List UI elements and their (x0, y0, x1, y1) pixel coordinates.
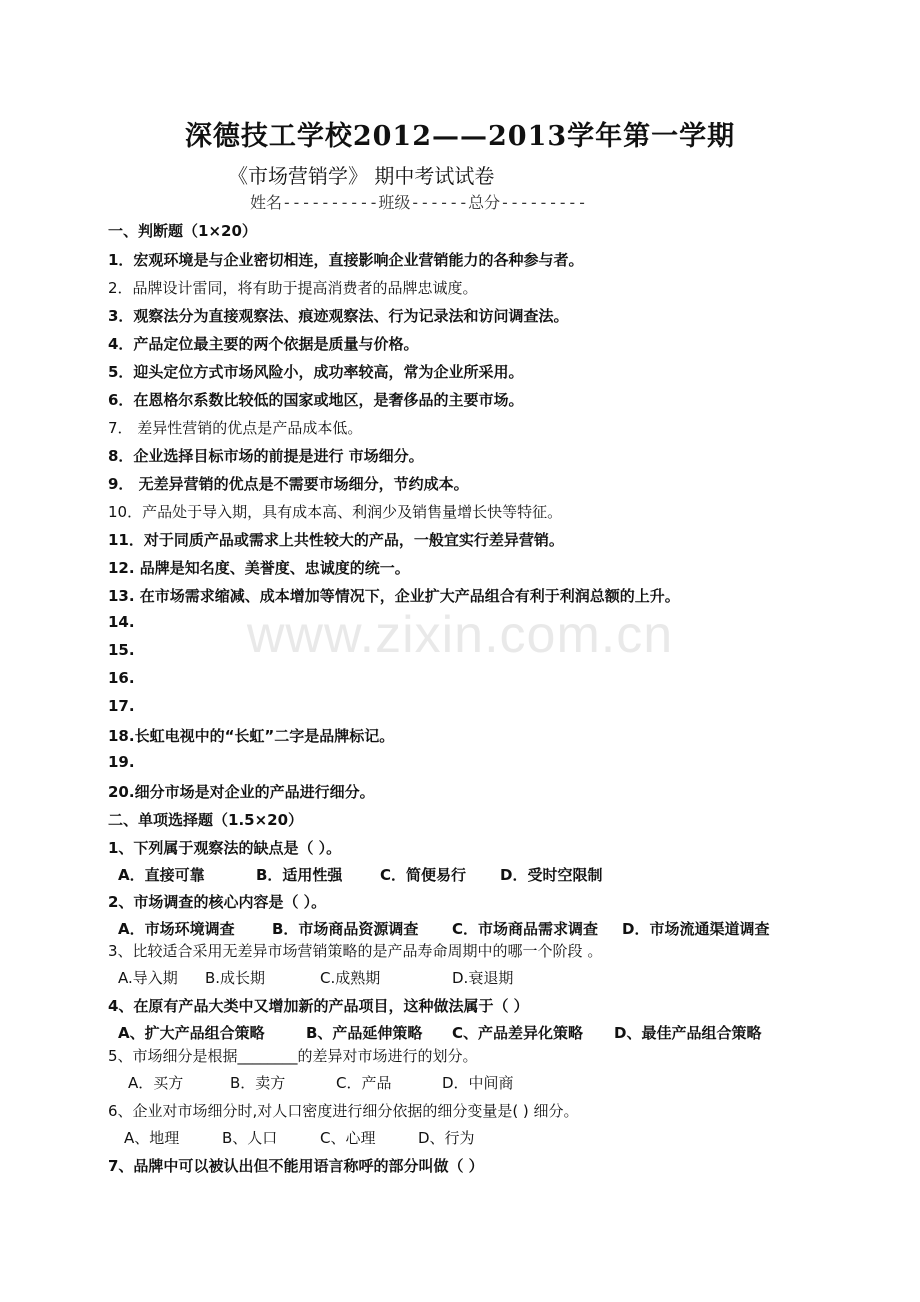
mc-q3-option-d: D.衰退期 (452, 969, 514, 987)
tf-item-11: 11．对于同质产品或需求上共性较大的产品，一般宜实行差异营销。 (108, 531, 564, 549)
mc-q6-option-a: A、地理 (124, 1129, 180, 1147)
tf-item-20: 20.细分市场是对企业的产品进行细分。 (108, 783, 375, 801)
section2-heading: 二、单项选择题（1.5×20） (108, 811, 304, 829)
mc-q6-option-d: D、行为 (418, 1129, 475, 1147)
mc-q5-option-c: C．产品 (336, 1074, 392, 1092)
tf-item-16: 16. (108, 669, 135, 687)
mc-q3-option-b: B.成长期 (205, 969, 266, 987)
mc-q4-option-c: C、产品差异化策略 (452, 1024, 584, 1042)
mc-q5-option-b: B．卖方 (230, 1074, 286, 1092)
tf-item-12: 12. 品牌是知名度、美誉度、忠诚度的统一。 (108, 559, 410, 577)
mc-q2-option-a: A．市场环境调查 (118, 920, 235, 938)
tf-item-1: 1．宏观环境是与企业密切相连，直接影响企业营销能力的各种参与者。 (108, 251, 584, 269)
mc-q5-option-a: A．买方 (128, 1074, 184, 1092)
page-title: 深德技工学校2012——2013学年第一学期 (184, 121, 736, 152)
mc-question-5: 5、市场细分是根据________的差异对市场进行的划分。 (108, 1047, 478, 1065)
tf-item-6: 6．在恩格尔系数比较低的国家或地区，是奢侈品的主要市场。 (108, 391, 524, 409)
mc-question-2: 2、市场调查的核心内容是（ ）。 (108, 893, 327, 911)
mc-question-3: 3、比较适合采用无差异市场营销策略的是产品寿命周期中的哪一个阶段 。 (108, 942, 603, 960)
mc-q1-option-d: D．受时空限制 (500, 866, 603, 884)
mc-question-4: 4、在原有产品大类中又增加新的产品项目，这种做法属于（ ） (108, 997, 529, 1015)
tf-item-10: 10．产品处于导入期，具有成本高、利润少及销售量增长快等特征。 (108, 503, 563, 521)
tf-item-19: 19. (108, 753, 135, 771)
mc-q6-option-b: B、人口 (222, 1129, 278, 1147)
exam-subtitle: 《市场营销学》 期中考试试卷 (228, 164, 495, 188)
mc-q6-option-c: C、心理 (320, 1129, 376, 1147)
tf-item-18: 18.长虹电视中的“长虹”二字是品牌标记。 (108, 727, 395, 745)
mc-q1-option-c: C．简便易行 (380, 866, 467, 884)
name-class-score-line: 姓名----------班级------总分--------- (250, 193, 587, 212)
tf-item-3: 3．观察法分为直接观察法、痕迹观察法、行为记录法和访问调查法。 (108, 307, 569, 325)
mc-q4-option-b: B、产品延伸策略 (306, 1024, 423, 1042)
mc-question-6: 6、企业对市场细分时,对人口密度进行细分依据的细分变量是( ) 细分。 (108, 1102, 579, 1120)
tf-item-9: 9． 无差异营销的优点是不需要市场细分，节约成本。 (108, 475, 469, 493)
mc-q5-option-d: D．中间商 (442, 1074, 514, 1092)
mc-q3-option-c: C.成熟期 (320, 969, 381, 987)
mc-q4-option-d: D、最佳产品组合策略 (614, 1024, 762, 1042)
mc-question-1: 1、下列属于观察法的缺点是（ ）。 (108, 839, 342, 857)
mc-q1-option-b: B．适用性强 (256, 866, 343, 884)
tf-item-5: 5．迎头定位方式市场风险小，成功率较高，常为企业所采用。 (108, 363, 524, 381)
mc-q2-option-b: B．市场商品资源调查 (272, 920, 419, 938)
tf-item-17: 17. (108, 697, 135, 715)
tf-item-7: 7． 差异性营销的优点是产品成本低。 (108, 419, 363, 437)
tf-item-13: 13. 在市场需求缩减、成本增加等情况下，企业扩大产品组合有利于利润总额的上升。 (108, 587, 680, 605)
mc-q3-option-a: A.导入期 (118, 969, 178, 987)
section1-heading: 一、判断题（1×20） (108, 222, 257, 240)
mc-q1-option-a: A．直接可靠 (118, 866, 205, 884)
tf-item-15: 15. (108, 641, 135, 659)
mc-q4-option-a: A、扩大产品组合策略 (118, 1024, 265, 1042)
mc-q2-option-c: C．市场商品需求调查 (452, 920, 599, 938)
tf-item-2: 2．品牌设计雷同，将有助于提高消费者的品牌忠诚度。 (108, 279, 478, 297)
watermark: www.zixin.com.cn (246, 606, 674, 664)
tf-item-4: 4．产品定位最主要的两个依据是质量与价格。 (108, 335, 419, 353)
tf-item-8: 8．企业选择目标市场的前提是进行 市场细分。 (108, 447, 424, 465)
tf-item-14: 14. (108, 613, 135, 631)
mc-q2-option-d: D．市场流通渠道调查 (622, 920, 770, 938)
mc-question-7: 7、品牌中可以被认出但不能用语言称呼的部分叫做（ ） (108, 1157, 484, 1175)
